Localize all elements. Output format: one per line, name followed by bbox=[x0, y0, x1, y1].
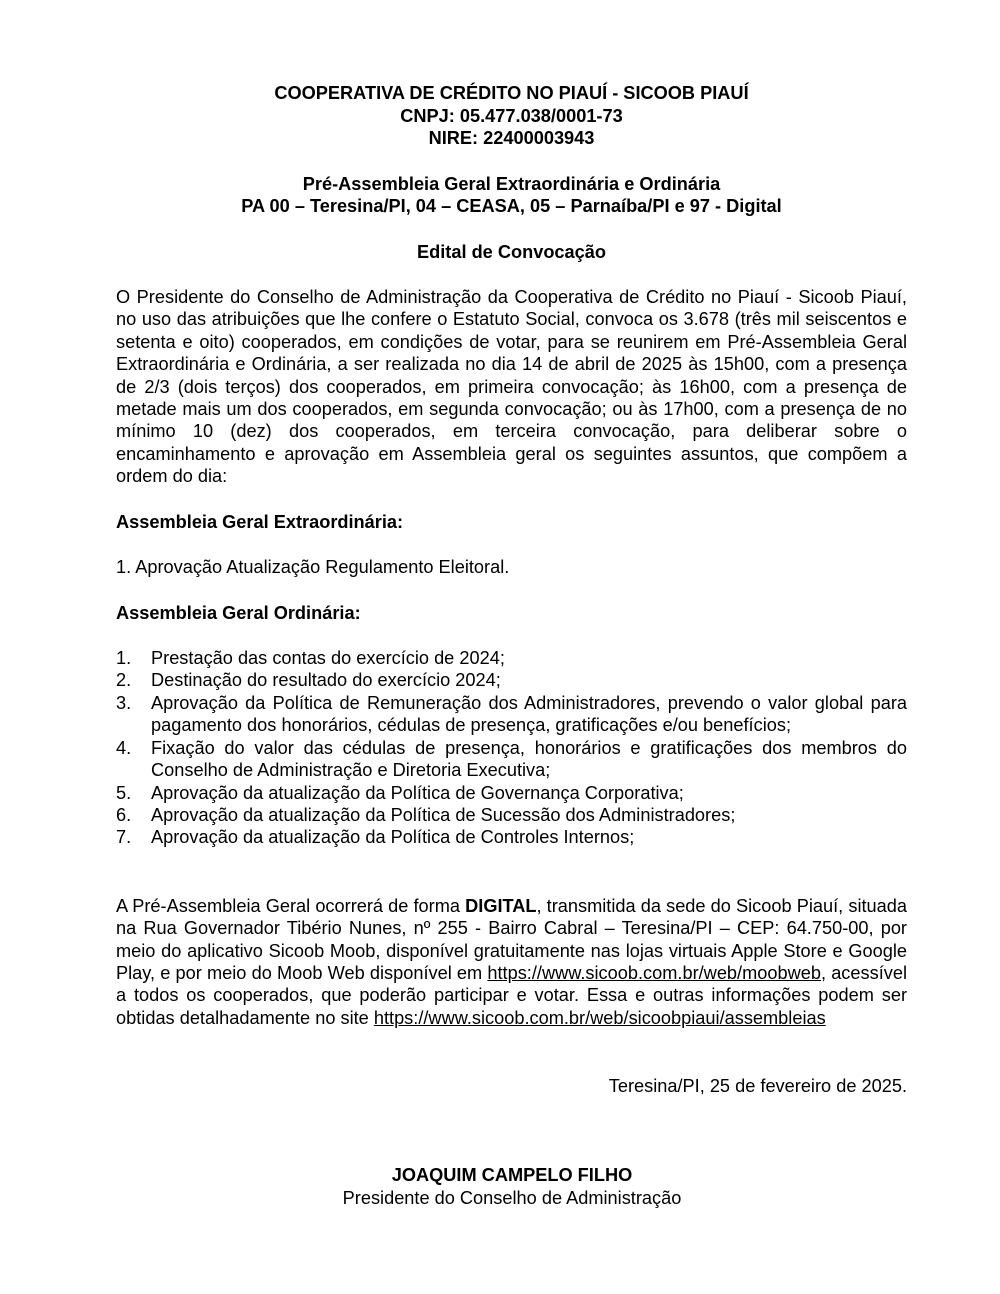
agenda-item bbox=[116, 692, 907, 737]
nire: NIRE: 22400003943 bbox=[428, 128, 595, 148]
extraordinary-item: 1. Aprovação Atualização Regulamento Eleitoral. bbox=[116, 557, 510, 578]
agenda-item bbox=[116, 826, 907, 848]
item-text: Prestação das contas do exercício de 2024; bbox=[151, 648, 505, 669]
item-number: 7. bbox=[116, 827, 132, 848]
digital-text-2: , transmitida da sede do Sicoob Piauí, situada na Rua Governador Tibério Nunes, nº 255 - Bairro Cabral – Teresina/PI – CEP: 64.750-00, por meio do aplicativo Sicoob Moob, disponível gratuitamente nas lojas virtuais Apple Store e Google Play, e por meio do Moob Web disponível em bbox=[116, 895, 907, 983]
extraordinary-section-title: Assembleia Geral Extraordinária: bbox=[116, 511, 404, 532]
signatory-role: Presidente do Conselho de Administração bbox=[342, 1187, 682, 1208]
digital-text-3: , acessível a todos os cooperados, que poderão participar e votar. Essa e outras informações podem ser obtidas detalhadamente no site bbox=[116, 962, 908, 1028]
event-locations: PA 00 – Teresina/PI, 04 – CEASA, 05 – Parnaíba/PI e 97 - Digital bbox=[241, 196, 782, 216]
item-number: 2. bbox=[116, 670, 132, 691]
agenda-item bbox=[116, 782, 907, 804]
item-number: 6. bbox=[116, 804, 132, 825]
intro-paragraph: O Presidente do Conselho de Administração da Cooperativa de Crédito no Piauí - Sicoob Piauí, no uso das atribuições que lhe confere o Estatuto Social, convoca os 3.678 (três mil seiscentos e setenta e oito) cooperados, em condições de votar, para se reunirem em Pré-Assembleia Geral Extraordinária e Ordinária, a ser realizada no dia 14 de abril de 2025 às 15h00, com a presença de 2/3 (dois terços) dos cooperados, em primeira convocação; às 16h00, com a presença de metade mais um dos cooperados, em segunda convocação; ou às 17h00, com a presença de no mínimo 10 (dez) dos cooperados, em terceira convocação, para deliberar sobre o encaminhamento e aprovação em Assembleia geral os seguintes assuntos, que compõem a ordem do dia: bbox=[116, 287, 907, 487]
org-name: COOPERATIVA DE CRÉDITO NO PIAUÍ - SICOOB PIAUÍ bbox=[274, 83, 749, 103]
agenda-item bbox=[116, 647, 907, 669]
item-number: 3. bbox=[116, 692, 132, 713]
item-text: Fixação do valor das cédulas de presença, honorários e gratificações dos membros do Conselho de Administração e Diretoria Executiva; bbox=[151, 737, 907, 781]
item-text: Aprovação da atualização da Política de Sucessão dos Administradores; bbox=[151, 804, 736, 825]
date-line: Teresina/PI, 25 de fevereiro de 2025. bbox=[608, 1076, 907, 1097]
cnpj: CNPJ: 05.477.038/0001-73 bbox=[400, 105, 623, 126]
signatory-name: JOAQUIM CAMPELO FILHO bbox=[391, 1165, 633, 1185]
moobweb-link[interactable]: https://www.sicoob.com.br/web/moobweb bbox=[487, 962, 821, 983]
signature-block bbox=[300, 1164, 724, 1209]
digital-paragraph bbox=[116, 895, 907, 1029]
document-page bbox=[116, 82, 907, 1098]
item-text: Aprovação da Política de Remuneração dos Administradores, prevendo o valor global para pagamento dos honorários, cédulas de presença, gratificações e/ou benefícios; bbox=[151, 692, 907, 736]
agenda-item bbox=[116, 669, 907, 691]
digital-bold-word: DIGITAL bbox=[465, 895, 537, 916]
document-header bbox=[116, 82, 907, 263]
item-text: Aprovação da atualização da Política de Controles Internos; bbox=[151, 827, 635, 848]
item-text: Aprovação da atualização da Política de Governança Corporativa; bbox=[151, 782, 684, 803]
agenda-item bbox=[116, 804, 907, 826]
digital-text-1: A Pré-Assembleia Geral ocorrerá de forma bbox=[116, 895, 466, 916]
item-number: 4. bbox=[116, 737, 132, 758]
ordinary-section-title: Assembleia Geral Ordinária: bbox=[116, 602, 361, 623]
assembleias-link[interactable]: https://www.sicoob.com.br/web/sicoobpiaui/assembleias bbox=[373, 1007, 826, 1028]
item-number: 1. bbox=[116, 648, 132, 669]
item-text: Destinação do resultado do exercício 2024; bbox=[151, 670, 501, 691]
agenda-item bbox=[116, 737, 907, 782]
item-number: 5. bbox=[116, 782, 132, 803]
ordinary-agenda-list bbox=[116, 647, 907, 849]
document-title: Edital de Convocação bbox=[417, 241, 606, 262]
event-title: Pré-Assembleia Geral Extraordinária e Ordinária bbox=[302, 173, 721, 194]
